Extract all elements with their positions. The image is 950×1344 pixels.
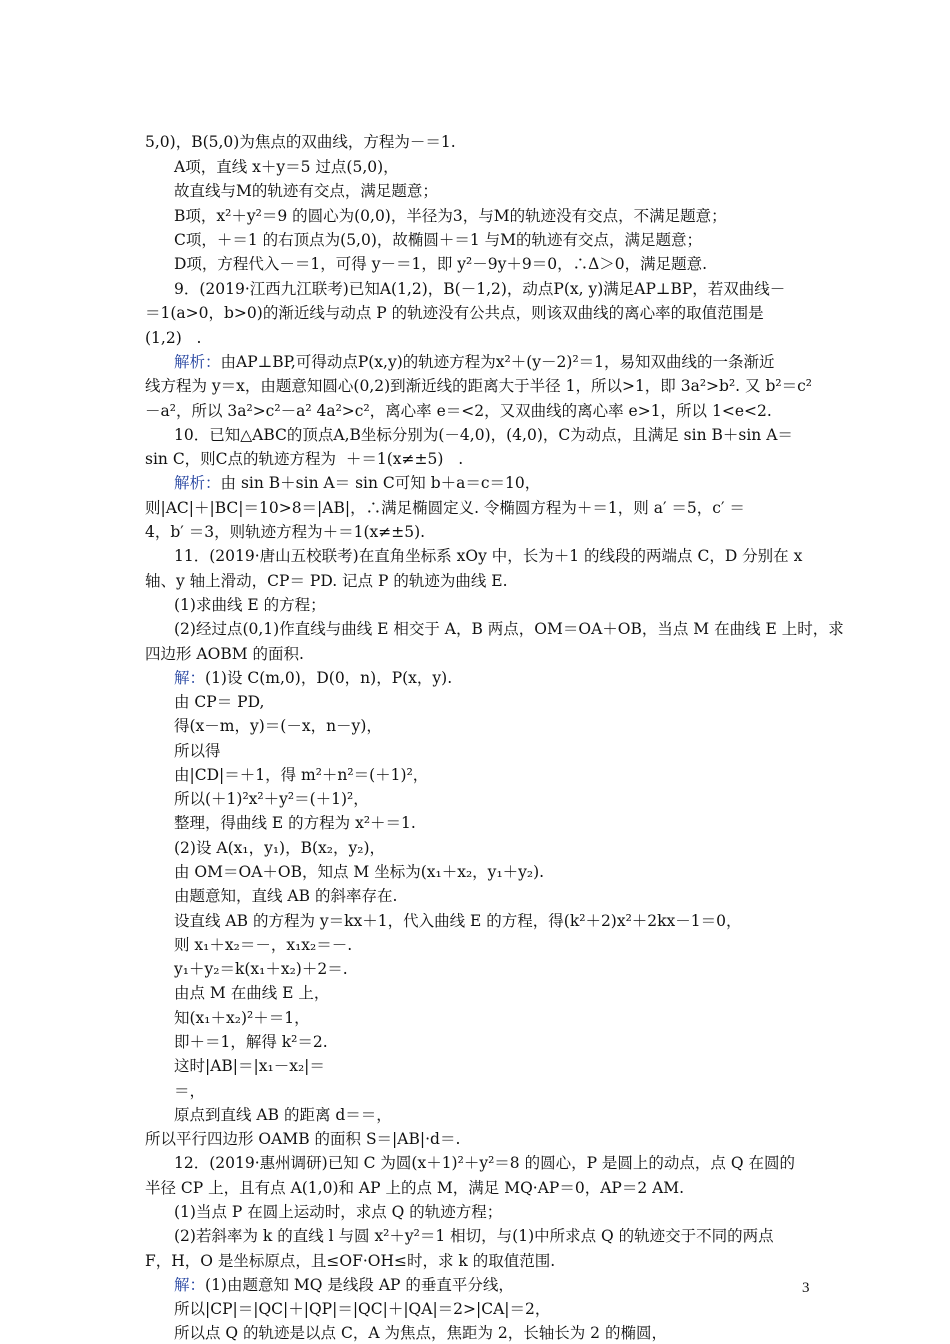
line-text: 由题意知，直线 AB 的斜率存在. <box>174 887 398 905</box>
text-line <box>145 498 745 518</box>
text-line <box>174 206 727 226</box>
line-text: 由点 M 在曲线 E 上， <box>174 984 330 1002</box>
text-line <box>145 303 764 323</box>
line-text: 原点到直线 AB 的距离 d＝＝， <box>174 1106 392 1124</box>
text-line <box>174 668 452 688</box>
line-text: 则|AC|＋|BC|＝10>8＝|AB|，∴满足椭圆定义. 令椭圆方程为＋＝1，则 a′ ＝5，c′ ＝ <box>145 499 745 517</box>
text-line <box>174 741 221 761</box>
text-line <box>174 157 399 177</box>
line-text: 线方程为 y＝x，由题意知圆心(0,2)到渐近线的距离大于半径 1，所以>1，即 3a²>b². 又 b²＝c² <box>145 377 812 395</box>
line-text: A项，直线 x＋y＝5 过点(5,0)， <box>174 158 399 176</box>
text-line <box>174 1056 325 1076</box>
text-line <box>174 181 438 201</box>
line-text: sin C，则C点的轨迹方程为 ＋＝1(x≠±5) . <box>145 450 464 468</box>
text-line <box>174 1323 667 1343</box>
line-text: 轴、y 轴上滑动，CP＝ PD. 记点 P 的轨迹为曲线 E. <box>145 572 508 590</box>
text-line <box>174 959 348 979</box>
text-line <box>174 813 416 833</box>
text-line <box>145 328 201 348</box>
line-text: 12．(2019·惠州调研)已知 C 为圆(x＋1)²＋y²＝8 的圆心，P 是圆上的动点，点 Q 在圆的 <box>174 1154 795 1172</box>
text-line <box>145 522 425 542</box>
line-text: 这时|AB|＝|x₁－x₂|＝ <box>174 1057 325 1075</box>
text-line <box>145 449 463 469</box>
line-text: (1)求曲线 E 的方程； <box>174 596 326 614</box>
text-line <box>174 911 742 931</box>
line-text: 由 OM＝OA＋OB，知点 M 坐标为(x₁＋x₂，y₁＋y₂). <box>174 863 545 881</box>
line-text: 所以(＋1)²x²＋y²＝(＋1)²， <box>174 790 369 808</box>
text-line <box>174 1299 550 1319</box>
solution-label: 解析： <box>174 474 221 492</box>
line-text: y₁＋y₂＝k(x₁＋x₂)＋2＝. <box>174 960 348 978</box>
line-text: 所以点 Q 的轨迹是以点 C，A 为焦点，焦距为 2，长轴长为 2 的椭圆， <box>174 1324 667 1342</box>
text-line <box>145 376 812 396</box>
text-line <box>174 789 369 809</box>
text-line <box>174 692 264 712</box>
text-line <box>174 254 707 274</box>
text-line <box>174 352 775 372</box>
line-text: 5,0)，B(5,0)为焦点的双曲线，方程为－＝1. <box>145 133 456 151</box>
text-line <box>174 1226 774 1246</box>
line-text: 所以|CP|＝|QC|＋|QP|＝|QC|＋|QA|＝2>|CA|＝2， <box>174 1300 551 1318</box>
text-line <box>174 425 793 445</box>
text-line <box>174 1202 502 1222</box>
solution-label: 解析： <box>174 353 221 371</box>
text-line <box>174 279 785 299</box>
line-text: 由AP⊥BP,可得动点P(x,y)的轨迹方程为x²＋(y－2)²＝1，易知双曲线的一条渐近 <box>220 353 775 371</box>
text-line <box>145 644 304 664</box>
line-text: －a²，所以 3a²>c²－a² 4a²>c²，离心率 e＝<2，又双曲线的离心率 e>1，所以 1<e<2. <box>145 402 772 420</box>
text-line <box>174 1275 514 1295</box>
line-text: 10．已知△ABC的顶点A,B坐标分别为(－4,0)，(4,0)，C为动点，且满足 sin B＋sin A＝ <box>174 426 793 444</box>
line-text: C项，＋＝1 的右顶点为(5,0)，故椭圆＋＝1 与M的轨迹有交点，满足题意； <box>174 231 703 249</box>
line-text: D项，方程代入－＝1，可得 y－＝1，即 y²－9y＋9＝0，∴Δ＞0，满足题意. <box>174 255 708 273</box>
text-line <box>174 1105 392 1125</box>
text-line <box>174 862 544 882</box>
line-text: ＝1(a>0，b>0)的渐近线与动点 P 的轨迹没有公共点，则该双曲线的离心率的取值范围是 <box>145 304 764 322</box>
text-line <box>145 132 456 152</box>
text-line <box>145 1129 460 1149</box>
line-text: 故直线与M的轨迹有交点，满足题意； <box>174 182 438 200</box>
page-number: 3 <box>802 1280 810 1296</box>
line-text: 得(x－m，y)＝(－x，n－y)， <box>174 717 382 735</box>
text-line <box>174 1032 328 1052</box>
line-text: 9．(2019·江西九江联考)已知A(1,2)，B(－1,2)，动点P(x, y)满足AP⊥BP，若双曲线－ <box>174 280 786 298</box>
text-line <box>174 983 329 1003</box>
line-text: B项，x²＋y²＝9 的圆心为(0,0)，半径为3，与M的轨迹没有交点，不满足题意； <box>174 207 727 225</box>
line-text: (1)设 C(m,0)，D(0，n)，P(x，y). <box>205 669 453 687</box>
line-text: 所以得 <box>174 742 221 760</box>
text-line <box>174 1153 795 1173</box>
line-text: ＝， <box>174 1082 206 1100</box>
line-text: F，H，O 是坐标原点，且≤OF·OH≤时，求 k 的取值范围. <box>145 1252 556 1270</box>
text-line <box>174 886 397 906</box>
line-text: 所以平行四边形 OAMB 的面积 S＝|AB|·d＝. <box>145 1130 461 1148</box>
text-line <box>145 571 508 591</box>
text-line <box>174 716 382 736</box>
line-text: (1,2) . <box>145 329 202 347</box>
text-line <box>174 838 385 858</box>
line-text: (2)经过点(0,1)作直线与曲线 E 相交于 A，B 两点，OM＝OA＋OB，当点 M 在曲线 E 上时，求 <box>174 620 844 638</box>
text-line <box>145 1251 555 1271</box>
text-line <box>174 935 352 955</box>
text-line <box>174 1008 310 1028</box>
line-text: 11．(2019·唐山五校联考)在直角坐标系 xOy 中，长为＋1 的线段的两端点 C，D 分别在 x <box>174 547 803 565</box>
line-text: 则 x₁＋x₂＝－，x₁x₂＝－. <box>174 936 353 954</box>
text-line <box>174 546 802 566</box>
line-text: 由 sin B＋sin A＝ sin C可知 b＋a＝c＝10， <box>220 474 541 492</box>
line-text: 即＋＝1，解得 k²＝2. <box>174 1033 328 1051</box>
line-text: 设直线 AB 的方程为 y＝kx＋1，代入曲线 E 的方程，得(k²＋2)x²＋2kx－1＝0， <box>174 912 742 930</box>
line-text: (1)由题意知 MQ 是线段 AP 的垂直平分线， <box>205 1276 514 1294</box>
text-line <box>174 1081 205 1101</box>
line-text: 半径 CP 上，且有点 A(1,0)和 AP 上的点 M，满足 MQ·AP＝0，AP＝2 AM. <box>145 1179 685 1197</box>
text-line <box>174 473 540 493</box>
line-text: 由 CP＝ PD, <box>174 693 265 711</box>
text-line <box>145 1178 684 1198</box>
text-line <box>174 765 428 785</box>
line-text: 四边形 AOBM 的面积. <box>145 645 304 663</box>
line-text: 4，b′ ＝3，则轨迹方程为＋＝1(x≠±5). <box>145 523 426 541</box>
text-line <box>174 230 702 250</box>
line-text: 由|CD|＝＋1，得 m²＋n²＝(＋1)²， <box>174 766 429 784</box>
line-text: 整理，得曲线 E 的方程为 x²＋＝1. <box>174 814 416 832</box>
solution-label: 解： <box>174 1276 206 1294</box>
line-text: 知(x₁＋x₂)²＋＝1， <box>174 1009 310 1027</box>
line-text: (2)若斜率为 k 的直线 l 与圆 x²＋y²＝1 相切，与(1)中所求点 Q 的轨迹交于不同的两点 <box>174 1227 774 1245</box>
text-line <box>145 401 772 421</box>
line-text: (1)当点 P 在圆上运动时，求点 Q 的轨迹方程； <box>174 1203 503 1221</box>
text-line <box>174 595 326 615</box>
solution-label: 解： <box>174 669 206 687</box>
text-line <box>174 619 844 639</box>
line-text: (2)设 A(x₁，y₁)，B(x₂，y₂)， <box>174 839 386 857</box>
